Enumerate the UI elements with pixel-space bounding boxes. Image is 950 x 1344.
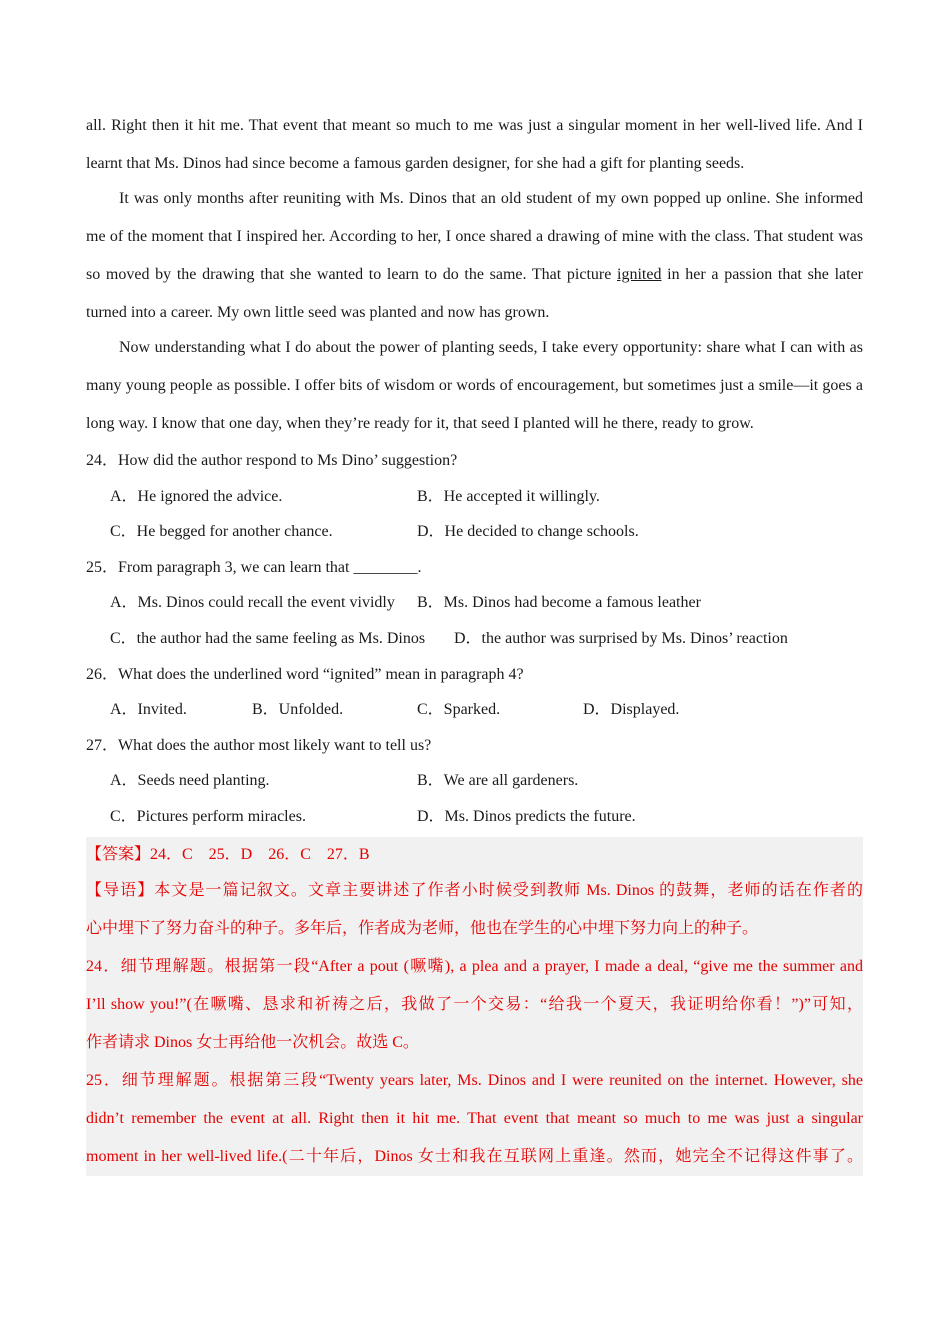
page-content	[86, 107, 863, 1176]
answer-key: 【答案】24．C 25．D 26．C 27．B	[86, 845, 370, 863]
question-24-options-row-1	[86, 479, 863, 515]
question-26-option-d[interactable]: D．Displayed.	[583, 701, 680, 719]
p4-text-after: in her a passion that she later turned into a career. My own little seed was planted and now has grown.	[86, 266, 864, 321]
guide-line-2: 心中埋下了努力奋斗的种子。多年后，作者成为老师，他也在学生的心中埋下努力向上的种子。	[86, 920, 759, 938]
question-27-options-row-1	[86, 763, 863, 799]
question-24-option-c[interactable]: C．He begged for another chance.	[110, 523, 333, 541]
question-27-option-a[interactable]: A．Seeds need planting.	[110, 772, 270, 790]
answer-explanation-block	[86, 837, 863, 1177]
question-24-options-row-2	[86, 514, 863, 550]
question-26-option-a[interactable]: A．Invited.	[110, 701, 187, 719]
question-24-stem: 24．How did the author respond to Ms Dino’ suggestion?	[86, 452, 458, 469]
guide-line-1: 【导语】本文是一篇记叙文。文章主要讲述了作者小时候受到教师 Ms. Dinos 的鼓舞，老师的话在作者的	[86, 882, 863, 900]
passage-paragraph-4	[86, 180, 863, 332]
passage-paragraph-3-continued: all. Right then it hit me. That event that meant so much to me was just a singular moment in her well-lived life. And I learnt that Ms. Dinos had since become a famous garden designer, for she had a gift for planting seeds.	[86, 117, 863, 172]
question-27-option-c[interactable]: C．Pictures perform miracles.	[110, 807, 306, 825]
question-26-options-row	[86, 692, 863, 728]
question-24-option-d[interactable]: D．He decided to change schools.	[417, 523, 639, 541]
question-25-option-d[interactable]: D．the author was surprised by Ms. Dinos’ reaction	[454, 629, 788, 647]
explanation-25-line-1: 25．细节理解题。根据第三段“Twenty years later, Ms. Dinos and I were reunited on the internet. However, she	[86, 1072, 863, 1090]
question-25-option-a[interactable]: A．Ms. Dinos could recall the event vividly	[110, 594, 395, 612]
question-27-options-row-2	[86, 799, 863, 835]
question-25-option-b[interactable]: B．Ms. Dinos had become a famous leather	[417, 594, 701, 612]
question-25-option-c[interactable]: C．the author had the same feeling as Ms. Dinos	[110, 629, 426, 647]
question-27-option-b[interactable]: B．We are all gardeners.	[417, 772, 579, 790]
explanation-24-line-3: 作者请求 Dinos 女士再给他一次机会。故选 C。	[86, 1034, 419, 1052]
question-26-stem: 26．What does the underlined word “ignited” mean in paragraph 4?	[86, 665, 524, 683]
underlined-word-ignited: ignited	[617, 266, 662, 283]
question-27-option-d[interactable]: D．Ms. Dinos predicts the future.	[417, 807, 636, 825]
explanation-25-line-3: moment in her well-lived life.(二十年后，Dinos 女士和我在互联网上重逢。然而，她完全不记得这件事了。	[86, 1148, 863, 1166]
question-24-option-b[interactable]: B．He accepted it willingly.	[417, 487, 600, 505]
explanation-25-line-2: didn’t remember the event at all. Right then it hit me. That event that meant so much to me was just a singular	[86, 1110, 863, 1128]
question-25-stem: 25．From paragraph 3, we can learn that ________.	[86, 558, 422, 576]
p4-text-before: It was only months after reuniting with Ms. Dinos that an old student of my own popped up online. She informed me of the moment that I inspired her. According to her, I once shared a drawing of mine with the class. That student was so moved by the drawing that she wanted to learn to do the same. That picture	[86, 190, 863, 283]
question-26-option-c[interactable]: C．Sparked.	[417, 701, 501, 719]
explanation-24-line-2: I’ll show you!”(在噘嘴、恳求和祈祷之后，我做了一个交易：“给我一个夏天，我证明给你看！”)”可知，	[86, 996, 863, 1014]
question-27-stem: 27．What does the author most likely want to tell us?	[86, 736, 432, 754]
explanation-24-line-1: 24．细节理解题。根据第一段“After a pout (噘嘴), a plea and a prayer, I made a deal, “give me the summer and	[86, 958, 863, 976]
question-25-options-row-2	[86, 621, 863, 657]
question-26-option-b[interactable]: B．Unfolded.	[252, 701, 344, 719]
question-24-option-a[interactable]: A．He ignored the advice.	[110, 487, 283, 505]
passage-paragraph-5: Now understanding what I do about the power of planting seeds, I take every opportunity: share what I can with as many young people as possible. I offer bits of wisdom or words of encouragement, but sometimes just a smile—it goes a long way. I know that one day, when they’re ready for it, that seed I planted will he there, ready to grow.	[86, 339, 863, 432]
question-25-options-row-1	[86, 585, 863, 621]
